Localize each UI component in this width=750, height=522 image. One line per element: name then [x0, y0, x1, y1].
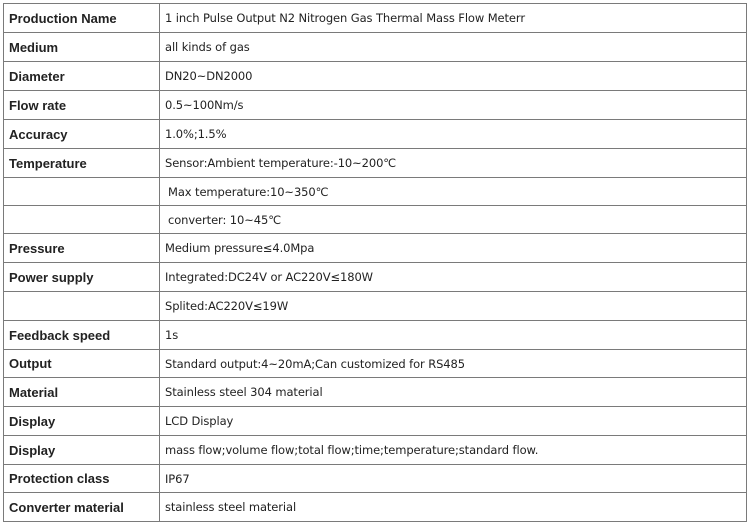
- row-value: 1 inch Pulse Output N2 Nitrogen Gas Thermal Mass Flow Meterr: [160, 4, 747, 33]
- table-row: [4, 206, 747, 234]
- table-row: [4, 149, 747, 178]
- row-value: Medium pressure≤4.0Mpa: [160, 234, 747, 263]
- row-label: Power supply: [4, 263, 160, 292]
- row-label: Pressure: [4, 234, 160, 263]
- row-value: all kinds of gas: [160, 33, 747, 62]
- row-value: IP67: [160, 465, 747, 493]
- table-row: [4, 350, 747, 378]
- row-label: Diameter: [4, 62, 160, 91]
- row-value: 1.0%;1.5%: [160, 120, 747, 149]
- row-label: [4, 292, 160, 321]
- row-label: Converter material: [4, 493, 160, 522]
- row-value: Integrated:DC24V or AC220V≤180W: [160, 263, 747, 292]
- table-row: [4, 62, 747, 91]
- table-row: [4, 178, 747, 206]
- table-row: [4, 234, 747, 263]
- row-value: 0.5~100Nm/s: [160, 91, 747, 120]
- row-label: Feedback speed: [4, 321, 160, 350]
- row-label: [4, 206, 160, 234]
- table-row: [4, 321, 747, 350]
- row-label: [4, 178, 160, 206]
- row-value: 1s: [160, 321, 747, 350]
- table-row: [4, 465, 747, 493]
- row-value: Sensor:Ambient temperature:-10~200℃: [160, 149, 747, 178]
- row-value: LCD Display: [160, 407, 747, 436]
- table-row: [4, 120, 747, 149]
- table-row: [4, 33, 747, 62]
- spec-table: [3, 3, 747, 522]
- table-row: [4, 493, 747, 522]
- row-value: mass flow;volume flow;total flow;time;temperature;standard flow.: [160, 436, 747, 465]
- row-label: Production Name: [4, 4, 160, 33]
- row-label: Material: [4, 378, 160, 407]
- row-label: Accuracy: [4, 120, 160, 149]
- table-row: [4, 407, 747, 436]
- table-row: [4, 436, 747, 465]
- row-value: DN20~DN2000: [160, 62, 747, 91]
- row-label: Medium: [4, 33, 160, 62]
- row-label: Temperature: [4, 149, 160, 178]
- row-label: Display: [4, 436, 160, 465]
- row-value: Stainless steel 304 material: [160, 378, 747, 407]
- table-row: [4, 91, 747, 120]
- row-value: Standard output:4~20mA;Can customized for RS485: [160, 350, 747, 378]
- row-value: Splited:AC220V≤19W: [160, 292, 747, 321]
- row-label: Protection class: [4, 465, 160, 493]
- row-label: Display: [4, 407, 160, 436]
- table-row: [4, 378, 747, 407]
- row-value: converter: 10~45℃: [160, 206, 747, 234]
- table-row: [4, 292, 747, 321]
- row-value: stainless steel material: [160, 493, 747, 522]
- table-row: [4, 4, 747, 33]
- row-value: Max temperature:10~350℃: [160, 178, 747, 206]
- row-label: Output: [4, 350, 160, 378]
- table-row: [4, 263, 747, 292]
- row-label: Flow rate: [4, 91, 160, 120]
